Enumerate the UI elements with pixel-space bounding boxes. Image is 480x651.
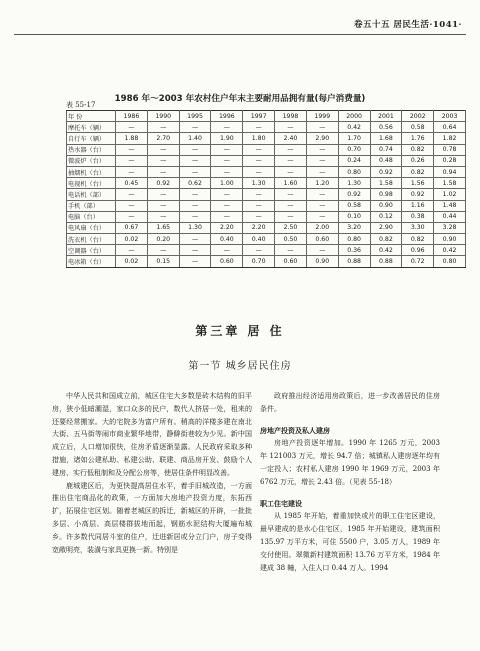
table-cell: — — [306, 189, 338, 200]
table-cell: 0.92 — [402, 189, 434, 200]
column-header-year: 1990 — [147, 111, 179, 122]
table-row — [67, 189, 466, 200]
table-cell: — — [211, 211, 243, 222]
table-cell: — — [147, 200, 179, 211]
table-cell: — — [179, 234, 211, 245]
table-cell: — — [116, 166, 148, 177]
row-label: 空调器（台） — [67, 245, 116, 256]
table-cell: 0.10 — [338, 211, 370, 222]
table-cell: — — [275, 144, 307, 155]
row-label: 电视机（台） — [67, 178, 116, 189]
row-label: 手机（部） — [67, 200, 116, 211]
table-cell: 0.96 — [402, 245, 434, 256]
table-cell: — — [243, 122, 275, 133]
paragraph: 从 1985 年开始，着重加快或片的职工住宅区建设，最早建成的是水心住宅区，1985 年开始建设，建筑面积 135.97 万平方米，可住 5500 户，3.05 万人，1989 年交付使用。翠微新村建筑面积 13.76 万平方米，1984 年建成 38 幢，入住人口 0.44 万人。1994 — [260, 512, 440, 572]
table-cell: — — [147, 155, 179, 166]
table-cell: 0.60 — [211, 256, 243, 267]
table-cell: 0.45 — [116, 178, 148, 189]
table-cell: — — [306, 155, 338, 166]
table-cell: 1.00 — [211, 178, 243, 189]
table-cell: — — [211, 122, 243, 133]
table-cell: 0.88 — [370, 256, 402, 267]
table-cell: — — [116, 245, 148, 256]
table-cell: — — [306, 211, 338, 222]
row-label: 电冰箱（台） — [67, 256, 116, 267]
column-header-year: 1986 — [116, 111, 148, 122]
table-cell: 0.90 — [370, 200, 402, 211]
table-cell: 2.50 — [275, 222, 307, 233]
table-cell: 1.65 — [147, 222, 179, 233]
table-cell: 0.82 — [402, 234, 434, 245]
table-cell: — — [116, 155, 148, 166]
table-cell: 3.30 — [402, 222, 434, 233]
table-cell: — — [275, 211, 307, 222]
table-cell: 1.16 — [402, 200, 434, 211]
column-header-year: 1998 — [275, 111, 307, 122]
table-cell: 2.90 — [306, 133, 338, 144]
table-row — [67, 234, 466, 245]
table-cell: — — [243, 166, 275, 177]
table-cell: 0.36 — [338, 245, 370, 256]
table-cell: 0.80 — [434, 256, 466, 267]
row-label: 电话机（部） — [67, 189, 116, 200]
running-header: 卷五十五 居民生活·1041· — [353, 20, 462, 30]
table-cell: 0.26 — [402, 155, 434, 166]
table-cell: — — [116, 189, 148, 200]
table-cell: 1.70 — [338, 133, 370, 144]
table-row — [67, 211, 466, 222]
row-label: 电风扇（台） — [67, 222, 116, 233]
table-cell: 1.30 — [243, 178, 275, 189]
table-cell: — — [147, 166, 179, 177]
table-cell: 0.15 — [147, 256, 179, 267]
subheading: 房地产投资及私人建房 — [260, 426, 330, 435]
table-cell: 2.00 — [306, 222, 338, 233]
table-cell: 1.90 — [211, 133, 243, 144]
table-row — [67, 178, 466, 189]
table-cell: 1.80 — [243, 133, 275, 144]
column-header-year: 2000 — [338, 111, 370, 122]
table-cell: 0.62 — [179, 178, 211, 189]
table-cell: 0.72 — [402, 256, 434, 267]
table-cell: — — [179, 256, 211, 267]
row-label: 热水器（台） — [67, 144, 116, 155]
table-cell: 1.88 — [116, 133, 148, 144]
table-cell: 2.90 — [370, 222, 402, 233]
table-cell: 0.12 — [370, 211, 402, 222]
table-cell: 0.82 — [402, 166, 434, 177]
left-column — [52, 390, 252, 556]
table-cell: 0.20 — [147, 234, 179, 245]
chapter-title: 第三章 居 住 — [195, 324, 285, 338]
table-cell: — — [179, 211, 211, 222]
table-cell: 0.42 — [338, 122, 370, 133]
table-cell: 0.90 — [306, 256, 338, 267]
table-row — [67, 155, 466, 166]
table-cell: — — [147, 144, 179, 155]
table-cell: — — [275, 245, 307, 256]
table-cell: — — [275, 155, 307, 166]
table-cell: 3.28 — [434, 222, 466, 233]
table-cell: — — [243, 200, 275, 211]
table-row — [67, 144, 466, 155]
table-cell: 0.58 — [338, 200, 370, 211]
column-header-year: 1996 — [211, 111, 243, 122]
table-row — [67, 222, 466, 233]
header-rule — [14, 34, 466, 35]
table-cell: 0.38 — [402, 211, 434, 222]
table-cell: 0.40 — [211, 234, 243, 245]
table-cell: 0.67 — [116, 222, 148, 233]
right-column — [260, 390, 440, 574]
table-cell: — — [243, 144, 275, 155]
table-cell: — — [116, 144, 148, 155]
table-cell: — — [243, 245, 275, 256]
table-cell: 1.58 — [370, 178, 402, 189]
table-cell: 0.92 — [147, 178, 179, 189]
table-cell: 1.68 — [370, 133, 402, 144]
column-header-year: 2002 — [402, 111, 434, 122]
table-cell: 0.80 — [338, 234, 370, 245]
table-cell: — — [243, 211, 275, 222]
table-cell: — — [147, 189, 179, 200]
table-cell: — — [147, 122, 179, 133]
column-header-year: 1997 — [243, 111, 275, 122]
table-cell: 2.40 — [275, 133, 307, 144]
table-cell: 0.82 — [370, 234, 402, 245]
table-row — [67, 166, 466, 177]
table-cell: 0.02 — [116, 256, 148, 267]
table-cell: 0.56 — [370, 122, 402, 133]
durables-table — [66, 110, 466, 268]
table-cell: 0.44 — [434, 211, 466, 222]
table-cell: — — [179, 245, 211, 256]
row-label: 洗衣机（台） — [67, 234, 116, 245]
table-cell: 0.64 — [434, 122, 466, 133]
table-cell: 1.60 — [275, 178, 307, 189]
table-cell: 1.76 — [402, 133, 434, 144]
table-cell: 1.40 — [179, 133, 211, 144]
table-cell: 1.48 — [434, 200, 466, 211]
table-cell: — — [306, 144, 338, 155]
table-row — [67, 122, 466, 133]
table-cell: — — [275, 122, 307, 133]
row-label: 自行车（辆） — [67, 133, 116, 144]
table-cell: — — [116, 200, 148, 211]
table-row — [67, 256, 466, 267]
table-cell: 0.78 — [434, 144, 466, 155]
table-cell: 0.40 — [243, 234, 275, 245]
column-header-year: 1995 — [179, 111, 211, 122]
table-cell: 1.20 — [306, 178, 338, 189]
table-cell: 0.70 — [243, 256, 275, 267]
table-cell: 0.94 — [434, 166, 466, 177]
row-label: 抽烟机（台） — [67, 166, 116, 177]
table-cell: — — [179, 200, 211, 211]
table-cell: — — [243, 155, 275, 166]
table-cell: 2.20 — [243, 222, 275, 233]
table-cell: 0.42 — [434, 245, 466, 256]
paragraph: 鹿城建区后，为更快提高居住水平，着手旧城改造，一方面推出住宅商品化的政策，一方面加大房地产投资力度，东拓西扩，拓展住宅区划。随着老城区的拆迁，新城区的开辟，一批批多层、小高层、高层楼群拔地而起，钢筋水泥结构大厦遍布城乡。许多数代同居斗室的住户，迁进新居或分立门户，房子变得宽敞明亮，装潢与家具更换一新。特别是 — [52, 481, 252, 554]
table-cell: 3.20 — [338, 222, 370, 233]
table-cell: — — [275, 166, 307, 177]
table-cell: 1.02 — [434, 189, 466, 200]
table-cell: — — [306, 122, 338, 133]
table-cell: — — [211, 200, 243, 211]
paragraph: 房地产投资逐年增加。1990 年 1265 万元，2003 年 121003 万元，增长 94.7 倍；城镇私人建房逐年均有一定投入；农村私人建房 1990 年 1969 万元，2003 年 6762 万元，增长 2.43 倍。（见表 55-18） — [260, 439, 440, 486]
table-cell: — — [179, 144, 211, 155]
table-cell: 0.70 — [338, 144, 370, 155]
table-cell: 0.48 — [370, 155, 402, 166]
table-cell: 0.92 — [370, 166, 402, 177]
table-row — [67, 245, 466, 256]
table-cell: 0.92 — [338, 189, 370, 200]
table-cell: — — [211, 166, 243, 177]
subheading: 职工住宅建设 — [260, 499, 302, 508]
table-cell: — — [275, 200, 307, 211]
table-cell: 0.98 — [370, 189, 402, 200]
table-cell: — — [179, 122, 211, 133]
table-cell: — — [116, 211, 148, 222]
table-cell: 0.02 — [116, 234, 148, 245]
column-header-year: 2003 — [434, 111, 466, 122]
table-cell: 1.30 — [179, 222, 211, 233]
column-header-year: 1999 — [306, 111, 338, 122]
table-row — [67, 133, 466, 144]
table-cell: 2.70 — [147, 133, 179, 144]
table-cell: — — [306, 166, 338, 177]
table-cell: — — [275, 189, 307, 200]
table-cell: — — [243, 189, 275, 200]
table-number: 表 55-17 — [66, 101, 96, 109]
table-cell: — — [211, 245, 243, 256]
table-cell: — — [211, 144, 243, 155]
table-cell: 1.82 — [434, 133, 466, 144]
table-cell: — — [306, 200, 338, 211]
table-cell: — — [211, 189, 243, 200]
table-cell: — — [147, 211, 179, 222]
table-cell: — — [306, 245, 338, 256]
table-cell: — — [116, 122, 148, 133]
row-label: 微波炉（台） — [67, 155, 116, 166]
table-cell: 1.30 — [338, 178, 370, 189]
table-cell: 0.24 — [338, 155, 370, 166]
table-row — [67, 200, 466, 211]
paragraph: 中华人民共和国成立前，城区住宅大多数是砖木结构的旧平房，狭小低暗潮湿，家口众多的民户，数代人挤居一处，租来的还要经常搬家。大的宅院多为富户所有。稍高的洋楼多建在南北大街、五马街等闹市商业繁华地带，静僻街巷较为少见。新中国成立后，人口增加很快，住房矛盾逐渐显露。人民政府采取多种措施，诸如公建私助、私建公助、联建、商品房开发、鼓励个人建房、实行低租制和及分配公房等，使居住条件明显改善。 — [52, 392, 252, 477]
row-label: 电脑（台） — [67, 211, 116, 222]
table-cell: — — [179, 155, 211, 166]
table-cell: 0.42 — [370, 245, 402, 256]
row-label: 摩托车（辆） — [67, 122, 116, 133]
column-header-label: 年 份 — [67, 111, 116, 122]
table-cell: — — [211, 155, 243, 166]
table-cell: 0.58 — [402, 122, 434, 133]
table-cell: — — [179, 189, 211, 200]
table-cell: 0.28 — [434, 155, 466, 166]
table-cell: — — [147, 245, 179, 256]
table-cell: 0.80 — [338, 166, 370, 177]
table-cell: 0.90 — [434, 234, 466, 245]
table-cell: — — [179, 166, 211, 177]
table-cell: 1.56 — [402, 178, 434, 189]
table-title: 1986 年～2003 年农村住户年末主要耐用品拥有量(每户消费量) — [114, 94, 366, 104]
table-cell: 0.60 — [306, 234, 338, 245]
table-cell: 0.60 — [275, 256, 307, 267]
table-cell: 0.50 — [275, 234, 307, 245]
column-header-year: 2001 — [370, 111, 402, 122]
table-cell: 0.82 — [402, 144, 434, 155]
section-title: 第一节 城乡居民住房 — [188, 361, 292, 372]
table-cell: 2.20 — [211, 222, 243, 233]
table-cell: 0.88 — [338, 256, 370, 267]
table-cell: 1.58 — [434, 178, 466, 189]
paragraph: 政府推出经济适用房政策后，进一步改善居民的住房条件。 — [260, 392, 440, 413]
table-cell: 0.74 — [370, 144, 402, 155]
